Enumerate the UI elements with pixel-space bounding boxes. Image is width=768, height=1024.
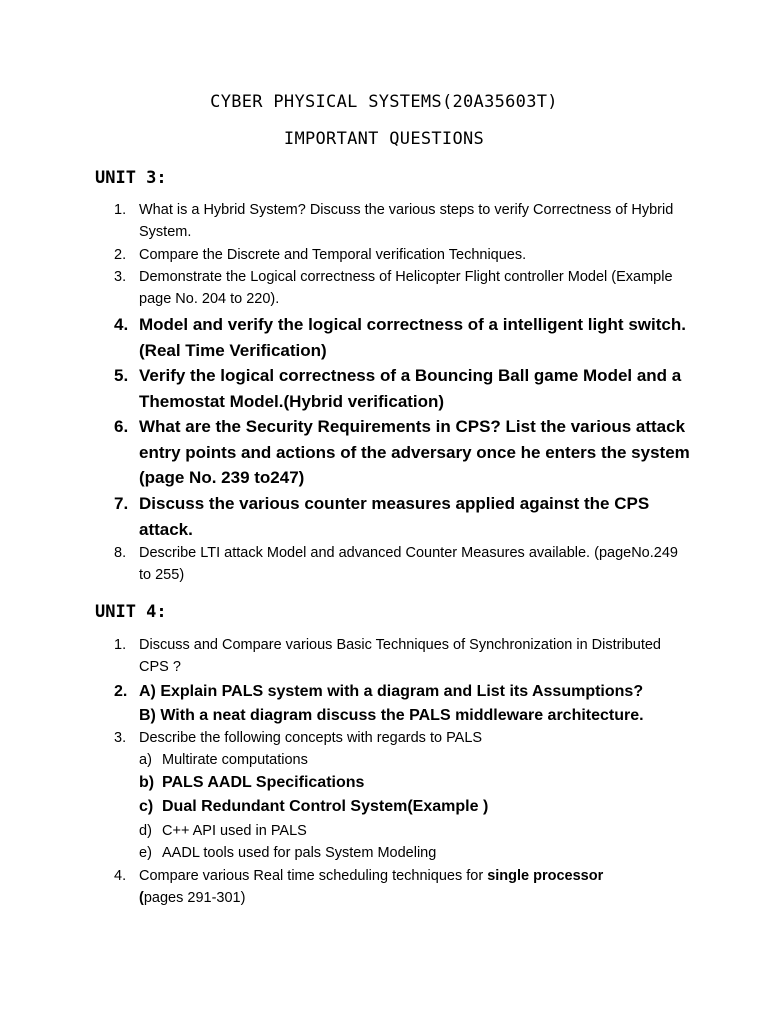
sub-item-e: [139, 842, 436, 864]
sub-item-c: [139, 795, 488, 819]
question-text: Discuss and Compare various Basic Techniques of Synchronization in Distributed CPS ?: [139, 637, 661, 675]
question-text: What is a Hybrid System? Discuss the various steps to verify Correctness of Hybrid System.: [139, 202, 674, 240]
sub-text: Dual Redundant Control System(Example ): [162, 798, 489, 815]
unit3-question-4: [114, 312, 694, 363]
unit4-question-3: [114, 727, 694, 749]
question-text-bold: single processor: [487, 868, 604, 884]
sub-text: PALS AADL Specifications: [162, 774, 365, 791]
unit3-question-1: [114, 199, 694, 243]
question-text: Demonstrate the Logical correctness of Helicopter Flight controller Model (Example page No. 204 to 220).: [139, 269, 673, 307]
sub-item-d: [139, 820, 307, 842]
unit-4-heading: UNIT 4:: [95, 602, 167, 622]
question-text: [139, 865, 694, 909]
question-text: Discuss the various counter measures applied against the CPS attack.: [139, 494, 650, 539]
question-text: What are the Security Requirements in CPS? List the various attack entry points and actions of the adversary once he enters the system (page No. 239 to247): [139, 417, 690, 487]
question-number: 1.: [114, 202, 127, 218]
question-part-a: A) Explain PALS system with a diagram and List its Assumptions?: [139, 683, 644, 700]
question-number: 4.: [114, 315, 129, 334]
question-part-b: B) With a neat diagram discuss the PALS middleware architecture.: [139, 707, 644, 724]
unit4-question-4: [114, 865, 694, 909]
question-pages: pages 291-301): [143, 890, 246, 906]
question-number: 2.: [114, 683, 128, 700]
question-number: 8.: [114, 545, 127, 561]
document-title: CYBER PHYSICAL SYSTEMS(20A35603T): [210, 92, 558, 112]
question-number: 6.: [114, 417, 129, 436]
unit3-question-8: [114, 542, 694, 586]
question-number: 5.: [114, 366, 129, 385]
unit3-question-2: [114, 244, 694, 266]
unit4-question-2: [114, 680, 694, 728]
sub-label: b): [139, 774, 155, 791]
sub-item-a: [139, 749, 308, 771]
question-number: 7.: [114, 494, 129, 513]
question-number: 3.: [114, 730, 127, 746]
sub-label: a): [139, 752, 152, 768]
question-number: 3.: [114, 269, 127, 285]
unit3-question-6: [114, 414, 694, 491]
sub-label: c): [139, 798, 154, 815]
unit4-question-1: [114, 634, 694, 678]
question-text: Verify the logical correctness of a Bouncing Ball game Model and a Themostat Model.(Hybrid verification): [139, 366, 682, 411]
question-text: Describe the following concepts with regards to PALS: [139, 730, 483, 746]
sub-text: AADL tools used for pals System Modeling: [162, 845, 437, 861]
sub-label: d): [139, 823, 152, 839]
question-text: Describe LTI attack Model and advanced Counter Measures available. (pageNo.249 to 255): [139, 545, 678, 583]
question-text: Model and verify the logical correctness of a intelligent light switch.(Real Time Verification): [139, 315, 686, 360]
sub-text: C++ API used in PALS: [162, 823, 307, 839]
unit-3-heading: UNIT 3:: [95, 168, 167, 188]
sub-item-b: [139, 771, 364, 795]
question-text: Compare the Discrete and Temporal verification Techniques.: [139, 247, 527, 263]
unit3-question-3: [114, 266, 694, 310]
sub-text: Multirate computations: [162, 752, 308, 768]
sub-label: e): [139, 845, 152, 861]
question-number: 1.: [114, 637, 127, 653]
unit3-question-7: [114, 491, 694, 542]
question-paren: (: [139, 890, 144, 906]
document-subtitle: IMPORTANT QUESTIONS: [283, 129, 485, 149]
question-number: 2.: [114, 247, 127, 263]
question-number: 4.: [114, 868, 127, 884]
unit3-question-5: [114, 363, 694, 414]
question-text-part: Compare various Real time scheduling techniques for: [139, 868, 488, 884]
